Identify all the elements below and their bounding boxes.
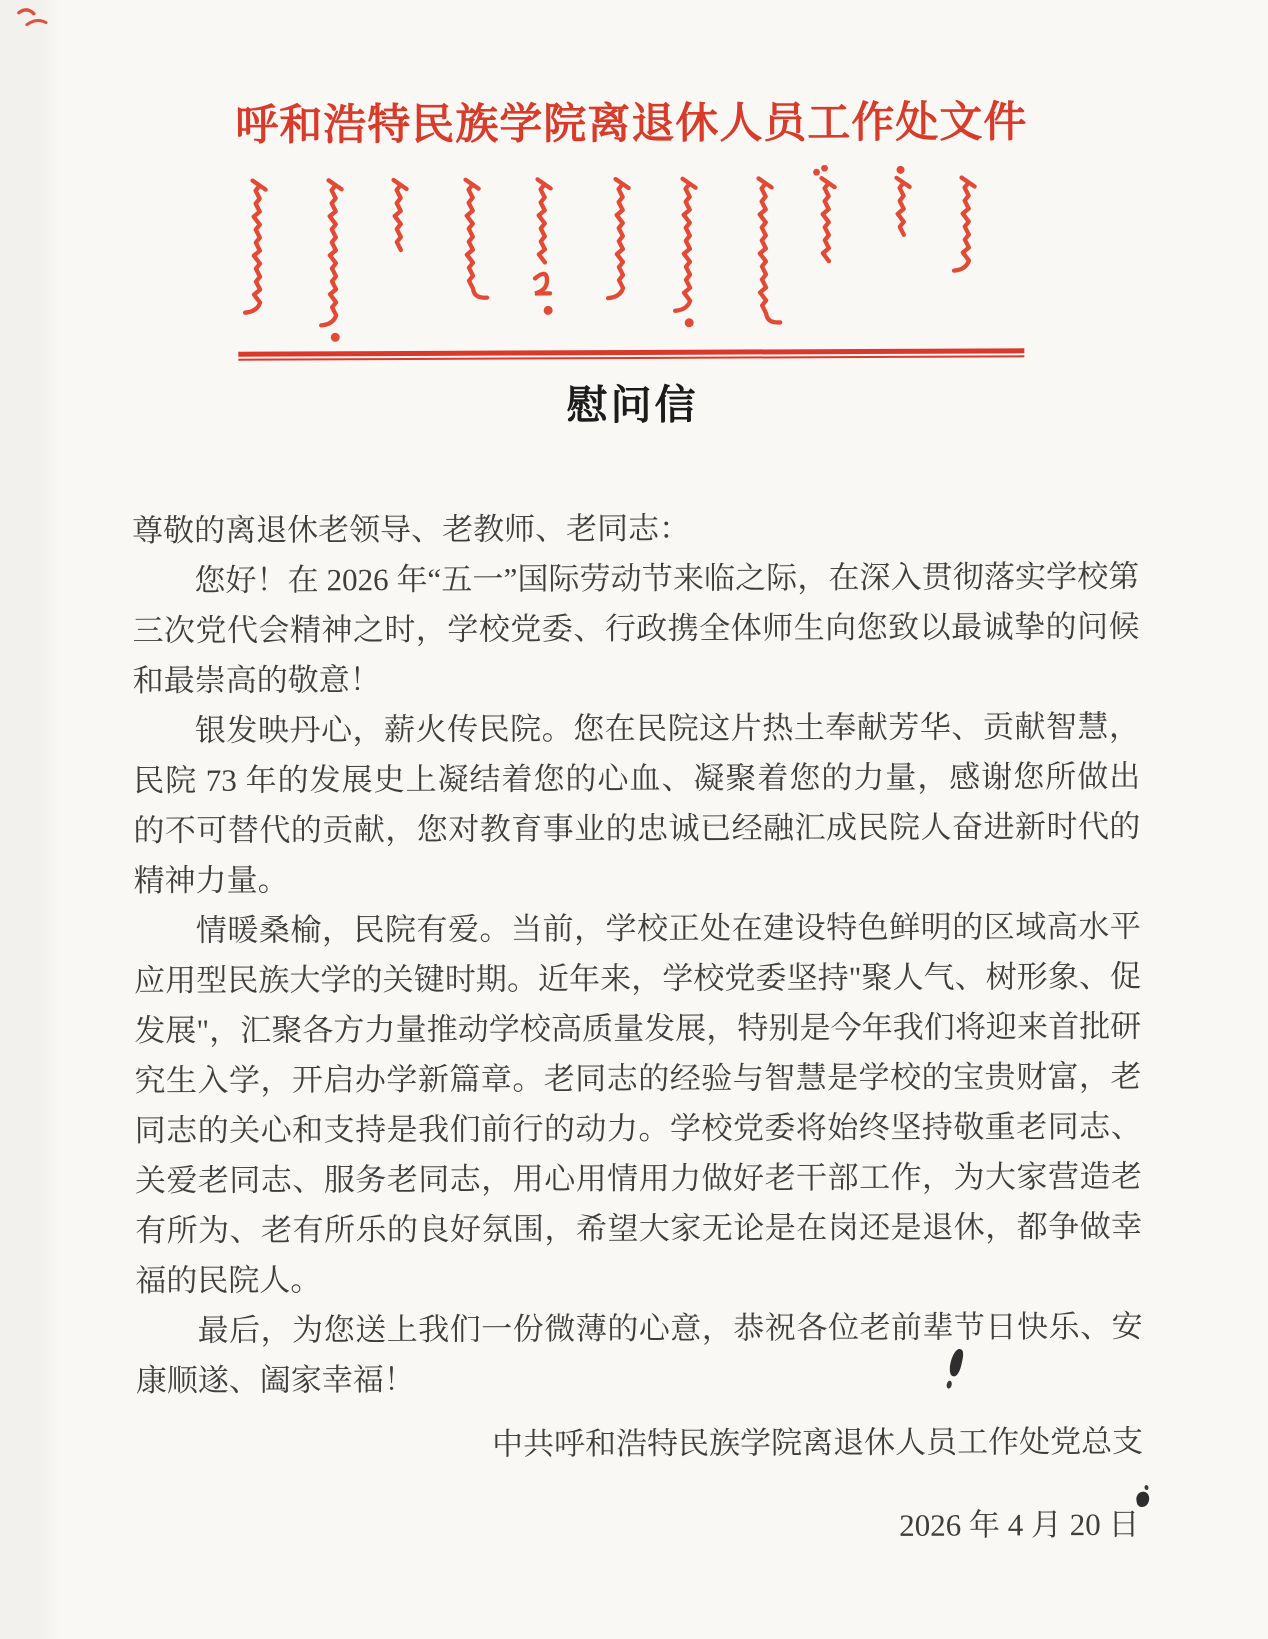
letter-body xyxy=(132,502,1144,1554)
date-line: 2026 年 4 月 20 日 xyxy=(899,1506,1140,1543)
ink-smudge xyxy=(1135,1491,1150,1508)
letter-title: 慰问信 xyxy=(566,381,699,429)
red-ink-speck xyxy=(13,4,67,36)
document-header-title: 呼和浩特民族学院离退休人员工作处文件 xyxy=(235,99,1028,150)
mongolian-script-banner xyxy=(236,164,1027,345)
letter-paragraph: 银发映丹心，薪火传民院。您在民院这片热土奉献芳华、贡献智慧，民院 73 年的发展史上凝结着您的心血、凝聚着您的力量，感谢您所做出的不可替代的贡献，您对教育事业的忠诚已经融汇成民院人奋进新时代的精神力量。 xyxy=(133,708,1141,899)
letter-paragraph: 您好！在 2026 年“五一”国际劳动节来临之际，在深入贯彻落实学校第三次党代会精神之时，学校党委、行政携全体师生向您致以最诚挚的问候和最崇高的敬意！ xyxy=(132,558,1140,699)
letter-paragraph: 最后，为您送上我们一份微薄的心意，恭祝各位老前辈节日快乐、安康顺遂、阖家幸福！ xyxy=(135,1308,1143,1399)
letter-paragraph: 情暖桑榆，民院有爱。当前，学校正处在建设特色鲜明的区域高水平应用型民族大学的关键时期。近年来，学校党委坚持"聚人气、树形象、促发展"，汇聚各方力量推动学校高质量发展，特别是今年我们将迎来首批研究生入学，开启办学新篇章。老同志的经验与智慧是学校的宝贵财富，老同志的关心和支持是我们前行的动力。学校党委将始终坚持敬重老同志、关爱老同志、服务老同志，用心用情用力做好老干部工作，为大家营造老有所为、老有所乐的良好氛围，希望大家无论是在岗还是退休，都争做幸福的民院人。 xyxy=(133,908,1143,1299)
signature-line: 中共呼和浩特民族学院离退休人员工作处党总支 xyxy=(492,1423,1144,1462)
red-divider-line xyxy=(238,348,1024,360)
salutation: 尊敬的离退休老领导、老教师、老同志： xyxy=(132,510,691,549)
